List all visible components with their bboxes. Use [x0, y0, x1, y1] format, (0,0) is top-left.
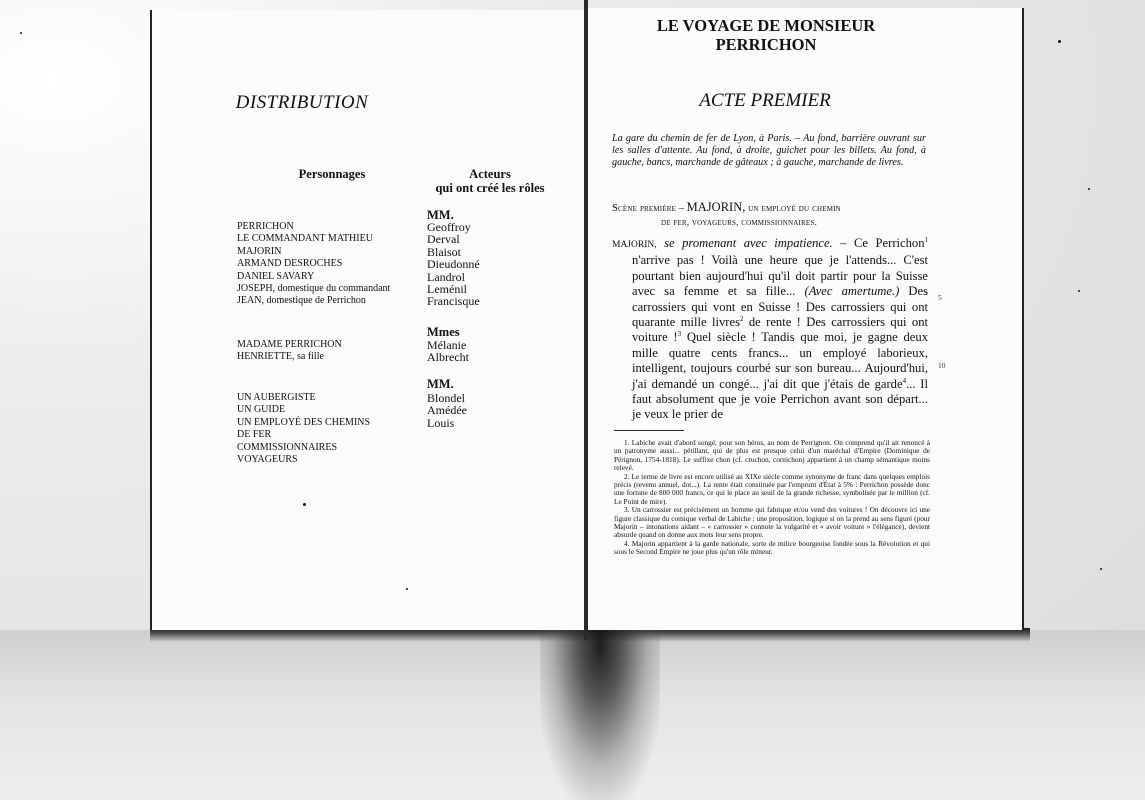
- dust-speck: [406, 588, 408, 590]
- actor-list-group3: [427, 392, 467, 429]
- scene-character: MAJORIN,: [686, 200, 746, 214]
- role-list-group2: [237, 339, 342, 364]
- role-item: MAJORIN: [237, 245, 282, 257]
- dialogue-segment: Quel siècle ! Tandis que moi, je gagne deux mille quatre cents francs... un employé laborieux, intelligent, toujours courbé sur son bureau... Aujourd'hui, j'ai demandé un congé... j'ai dit que j'étais de garde: [632, 330, 928, 391]
- footnotes: [614, 439, 930, 557]
- scene-heading: [612, 200, 926, 230]
- footnote: 3. Un carrossier est précisément un homme qui fabrique et/ou vend des voitures ! On découvre ici une figure classique du comique verbal de Labiche : une proposition, logique si on la prend au sens figuré (pour Majorin – intonations aidant – « carrossier » connote la vulgarité et « avoir voiture » l'élégance), devient absurde quand on donne aux mots leur sens propre.: [614, 505, 930, 540]
- role-list-group3: [237, 392, 370, 466]
- line-number-10: 10: [938, 361, 946, 370]
- play-title-line1: LE VOYAGE DE MONSIEUR: [656, 16, 876, 35]
- line-number-5: 5: [938, 293, 942, 302]
- role-item: JOSEPH, domestique du commandant: [237, 282, 391, 294]
- scene-label: Scène première: [612, 203, 677, 214]
- actors-column-header: [412, 167, 568, 195]
- play-title-line2: PERRICHON: [715, 35, 817, 54]
- actor-item: Louis: [427, 415, 455, 430]
- role-item: JEAN, domestique de Perrichon: [237, 295, 366, 307]
- dust-speck: [20, 32, 22, 34]
- dialogue-segment: ... Il faut absolument que je voie Perrichon avant son départ... je veux le prier de: [632, 376, 928, 422]
- footnote-rule: [614, 430, 684, 431]
- dialogue-text: [612, 236, 928, 423]
- dialogue-segment: n'arrive pas ! Voilà une heure que je l'attends... C'est pourtant bien aujourd'hui qu'il doit partir pour la Suisse avec sa femme et sa fille...: [632, 253, 928, 299]
- role-item: LE COMMANDANT MATHIEU: [237, 233, 373, 245]
- actor-item: Derval: [427, 232, 460, 247]
- speaker-name: MAJORIN,: [612, 240, 657, 250]
- scene-dash: –: [676, 203, 687, 214]
- stage-direction: La gare du chemin de fer de Lyon, à Paris. – Au fond, barrière ouvrant sur les salles d'attente. Au fond, à droite, guichet pour les billets. Au fond, à gauche, bancs, marchande de gâteaux ; à gauche, marchande de livres.: [612, 133, 926, 169]
- footnote: 4. Majorin appartient à la garde nationale, sorte de milice bourgeoise fondée sous la Révolution et qui sous le Second Empire ne joue plus qu'un rôle mineur.: [614, 538, 930, 557]
- footnote-ref: 1: [924, 235, 928, 244]
- footnote: 1. Labiche avait d'abord songé, pour son héros, au nom de Perrignon. On comprend qu'il ait renoncé à un patronyme aussi... pétillant, qui de plus est presque celui d'un maréchal d'Empire (Dominique de Pérignon, 1754-1818). Le suffixe chon (cf. cruchon, cornichon) appartient à un champ sémantique moins relevé.: [614, 438, 930, 473]
- play-title: [610, 16, 922, 54]
- group-label-women: Mmes: [427, 325, 460, 339]
- actor-item: Dieudonné: [427, 257, 480, 272]
- actors-header-line2: qui ont créé les rôles: [435, 181, 545, 195]
- dust-speck: [1078, 290, 1080, 292]
- role-item: VOYAGEURS: [237, 453, 298, 465]
- actor-item: Leménil: [427, 281, 467, 296]
- dialogue-segment: de rente ! Des carrossiers qui ont voiture !: [632, 315, 928, 345]
- dust-speck: [1058, 40, 1061, 43]
- actor-item: Blondel: [427, 391, 465, 405]
- book-gutter: [584, 0, 588, 640]
- dialogue-segment: – Ce Perrichon: [832, 236, 925, 250]
- actor-item: Blaisot: [427, 244, 462, 259]
- actor-list-group1: [427, 221, 480, 308]
- role-item: UN AUBERGISTE: [237, 392, 316, 403]
- distribution-title: DISTRIBUTION: [235, 92, 369, 113]
- role-item: PERRICHON: [237, 221, 294, 232]
- role-item: HENRIETTE, sa fille: [237, 351, 324, 363]
- actors-header-line1: Acteurs: [469, 167, 511, 181]
- act-title: ACTE PREMIER: [699, 90, 831, 111]
- group-label-men: MM.: [427, 208, 454, 222]
- actor-item: Landrol: [427, 269, 465, 284]
- role-item: DANIEL SAVARY: [237, 270, 315, 282]
- roles-column-header: Personnages: [298, 167, 366, 181]
- scene-characters-1: un employé du chemin: [745, 203, 841, 214]
- role-item: DE FER: [237, 429, 272, 441]
- scene-characters-2: de fer, voyageurs, commissionnaires.: [661, 218, 818, 228]
- actor-item: Albrecht: [427, 350, 469, 365]
- group-label-men-2: MM.: [427, 377, 454, 391]
- actor-item: Amédée: [427, 403, 467, 418]
- actor-item: Geoffroy: [427, 220, 471, 234]
- role-item: ARMAND DESROCHES: [237, 258, 343, 270]
- speaker-direction: se promenant avec impatience.: [656, 236, 833, 250]
- footnote-ref: 4: [902, 376, 907, 385]
- role-list-group1: [237, 221, 390, 308]
- actor-item: Mélanie: [427, 338, 467, 352]
- role-item: COMMISSIONNAIRES: [237, 441, 338, 453]
- dust-speck: [1100, 568, 1102, 570]
- footnote-ref: 2: [739, 314, 744, 323]
- role-item: UN EMPLOYÉ DES CHEMINS: [237, 416, 371, 428]
- aside-direction: (Avec amertume.): [804, 284, 900, 299]
- actor-item: Francisque: [427, 294, 480, 309]
- footnote-ref: 3: [677, 330, 682, 339]
- dialogue-segment: Des carrossiers qui vont en Suisse ! Des carrossiers qui ont quarante mille livres: [632, 284, 928, 330]
- dust-speck: [1088, 188, 1090, 190]
- dust-speck: [303, 503, 306, 506]
- role-item: UN GUIDE: [237, 404, 286, 416]
- footnote: 2. Le terme de livre est encore utilisé au XIXe siècle comme synonyme de franc dans quelques emplois précis (revenu annuel, dot...). La rente était constituée par l'emprunt d'État à 5% : Perrichon possède donc une fortune de 800 000 francs, ce qui le place au seuil de la grande richesse, symbolisée par le million (cf. Le Point de mire).: [614, 471, 930, 506]
- role-item: MADAME PERRICHON: [237, 339, 342, 350]
- dialogue-paragraph: [612, 236, 928, 423]
- actor-list-group2: [427, 339, 469, 364]
